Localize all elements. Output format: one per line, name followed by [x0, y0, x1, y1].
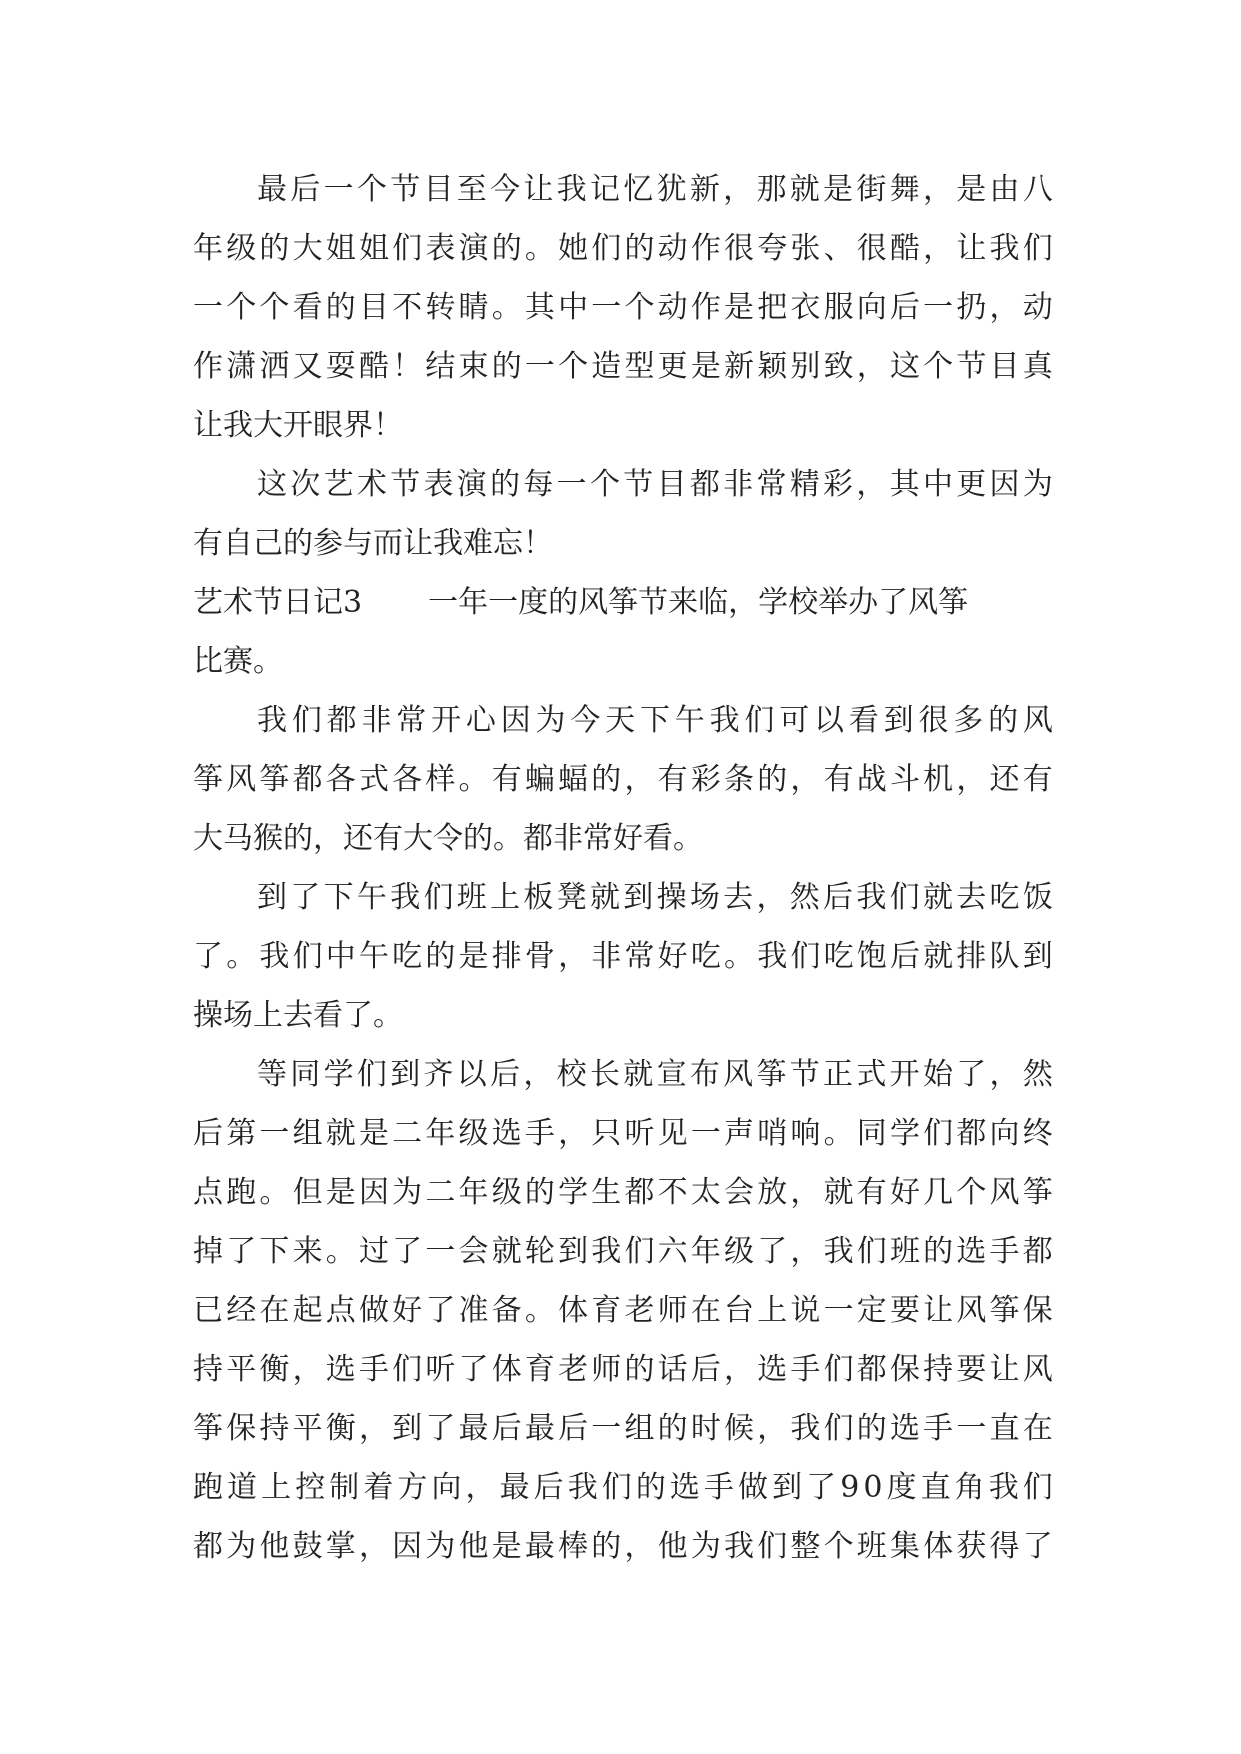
line-text: 筝 风 筝 都 各 式 各 样 。 有 蝙 蝠 的 ， 有 彩 条 的 ， 有 战 斗 机 ， 还 有: [193, 762, 1053, 797]
text-line: [193, 1281, 1053, 1340]
line-text: 让我大开眼界！: [193, 408, 403, 443]
text-line: [193, 809, 1053, 868]
line-text: 有自己的参与而让我难忘！: [193, 526, 553, 561]
line-text: 了 。 我 们 中 午 吃 的 是 排 骨 ， 非 常 好 吃 。 我 们 吃 饱 后 就 排 队 到: [193, 939, 1053, 974]
text-line: [193, 1104, 1053, 1163]
text-line: [193, 750, 1053, 809]
text-line: [193, 455, 1053, 514]
text-line: [193, 278, 1053, 337]
text-line: [193, 632, 1053, 691]
document-body: [193, 160, 1053, 1576]
text-line: [193, 1222, 1053, 1281]
section-heading: 艺术节日记3: [193, 585, 363, 620]
text-line: [193, 1163, 1053, 1222]
text-line: [193, 927, 1053, 986]
line-text: 我 们 都 非 常 开 心 因 为 今 天 下 午 我 们 可 以 看 到 很 多 的 风: [257, 703, 1053, 738]
text-line: [193, 1458, 1053, 1517]
line-text: 点 跑 。 但 是 因 为 二 年 级 的 学 生 都 不 太 会 放 ， 就 有 好 几 个 风 筝: [193, 1175, 1053, 1210]
line-text: 操场上去看了。: [193, 998, 403, 1033]
line-text: 到 了 下 午 我 们 班 上 板 凳 就 到 操 场 去 ， 然 后 我 们 就 去 吃 饭: [257, 880, 1053, 915]
line-text: 一年一度的风筝节来临，学校举办了风筝: [428, 585, 969, 620]
line-text: 年 级 的 大 姐 姐 们 表 演 的 。 她 们 的 动 作 很 夸 张 、 很 酷 ， 让 我 们: [193, 231, 1053, 266]
line-text: 等 同 学 们 到 齐 以 后 ， 校 长 就 宣 布 风 筝 节 正 式 开 始 了 ， 然: [257, 1057, 1053, 1092]
text-line: [193, 514, 1053, 573]
text-line: [193, 160, 1053, 219]
text-line: [193, 219, 1053, 278]
line-text: 跑 道 上 控 制 着 方 向 ， 最 后 我 们 的 选 手 做 到 了 9 0 度 直 角 我 们: [193, 1470, 1053, 1505]
text-line: [193, 396, 1053, 455]
line-text: 后 第 一 组 就 是 二 年 级 选 手 ， 只 听 见 一 声 哨 响 。 同 学 们 都 向 终: [193, 1116, 1053, 1151]
line-text: 比赛。: [193, 644, 283, 679]
line-text: 已 经 在 起 点 做 好 了 准 备 。 体 育 老 师 在 台 上 说 一 定 要 让 风 筝 保: [193, 1293, 1053, 1328]
text-line: [193, 1517, 1053, 1576]
section-heading-line: [193, 573, 1053, 632]
text-line: [193, 1340, 1053, 1399]
line-text: 最 后 一 个 节 目 至 今 让 我 记 忆 犹 新 ， 那 就 是 街 舞 ， 是 由 八: [257, 172, 1053, 207]
text-line: [193, 691, 1053, 750]
line-text: 大马猴的，还有大令的。都非常好看。: [193, 821, 703, 856]
text-line: [193, 337, 1053, 396]
line-text: 掉 了 下 来 。 过 了 一 会 就 轮 到 我 们 六 年 级 了 ， 我 们 班 的 选 手 都: [193, 1234, 1053, 1269]
text-line: [193, 1399, 1053, 1458]
line-text: 这 次 艺 术 节 表 演 的 每 一 个 节 目 都 非 常 精 彩 ， 其 中 更 因 为: [257, 467, 1053, 502]
line-text: 作 潇 洒 又 耍 酷 ！ 结 束 的 一 个 造 型 更 是 新 颖 别 致 ， 这 个 节 目 真: [193, 349, 1053, 384]
line-text: 一 个 个 看 的 目 不 转 睛 。 其 中 一 个 动 作 是 把 衣 服 向 后 一 扔 ， 动: [193, 290, 1053, 325]
text-line: [193, 986, 1053, 1045]
line-text: 筝 保 持 平 衡 ， 到 了 最 后 最 后 一 组 的 时 候 ， 我 们 的 选 手 一 直 在: [193, 1411, 1053, 1446]
line-text: 都 为 他 鼓 掌 ， 因 为 他 是 最 棒 的 ， 他 为 我 们 整 个 班 集 体 获 得 了: [193, 1529, 1053, 1564]
text-line: [193, 1045, 1053, 1104]
text-line: [193, 868, 1053, 927]
line-text: 持 平 衡 ， 选 手 们 听 了 体 育 老 师 的 话 后 ， 选 手 们 都 保 持 要 让 风: [193, 1352, 1053, 1387]
